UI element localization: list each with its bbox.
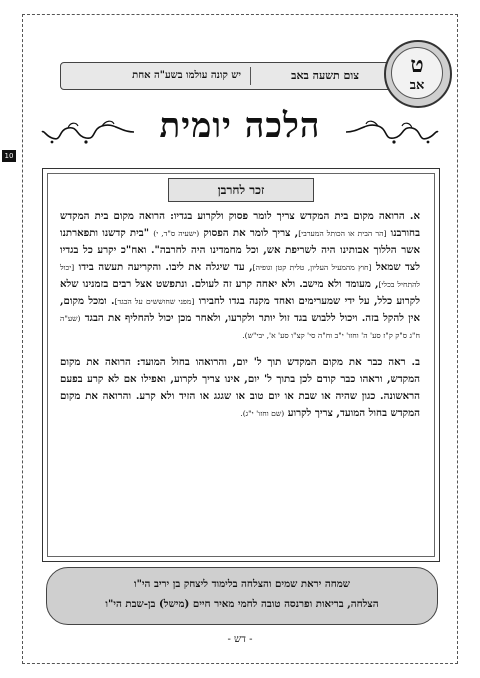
paragraph-a-heading: א. הרואה מקום בית המקדש צריך לומר פסוק ולקרוע בגדיו: <box>170 210 420 222</box>
paragraph-a-text: , עד שיגלה את ליבו. והקריעה תעשה בידו <box>78 261 253 273</box>
cut-line-left <box>22 14 23 664</box>
source-note: [חוץ מהמעיל העליון, טלית קטן וגופיה] <box>252 263 372 272</box>
title-area <box>40 100 440 164</box>
paragraph-a-text: הרואה מקום בית המקדש בחורבנו <box>60 210 420 239</box>
cut-line-right <box>457 14 458 664</box>
source-note: [הר הבית או הכותל המערבי] <box>298 229 387 238</box>
paragraph-b-heading: ב. ראה כבר את מקום המקדש תוך ל' יום, והרואהו בחול המועד: <box>136 356 420 368</box>
source-note: (שם וחזו' י"ג). <box>240 409 285 418</box>
page-tab: 10 <box>2 150 16 162</box>
saying-label: יש קונה עולמו בשע"ה אחת <box>132 70 241 81</box>
paragraph-a-text: "בית קדשנו ותפארתנו אשר הללוך אבותינו היה לשריפת אש, וכל מחמדינו היה לחרבה". ואח"כ יקרע כל בגדיו לצד שמאל <box>60 227 421 273</box>
paragraph-b-text: הרואה את מקום המקדש, וראהו כבר קודם לכן בתוך ל' יום, אינו צריך לקרוע, ואפילו אם לא קרע בפעם הראשונה. כגון שהיה או שבת או יום טוב או שגגג או הזיד ולא קרע. והרואה את מקום המקדש בחול המועד, צריך לקרוע <box>60 356 420 419</box>
dedication-band <box>46 567 438 625</box>
date-seal <box>384 40 452 108</box>
cut-line-top <box>22 14 458 15</box>
section-subtitle: זכר לחרבן <box>168 178 314 202</box>
cut-line-bottom <box>22 663 458 664</box>
paragraph-a <box>60 208 420 344</box>
page-title: הלכה יומית <box>159 106 321 146</box>
body-text <box>60 208 420 432</box>
paragraph-a-text: . ומכל מקום, אין להקל בזה. ויכול ללבוש בגד זול יותר ולקרעו, ולאחר מכן יכול להחליף את הבגד <box>60 295 421 324</box>
dedication-line-1: שמחה יראת שמים והצלחה בלימוד ליצחק בן יריב הי"ו <box>133 578 351 590</box>
date-seal-inner <box>391 47 443 99</box>
dedication-line-2: הצלחה, בריאות ופרנסה טובה לחמי מאיר חיים (מישל) בן-שבת הי"ו <box>105 598 379 610</box>
source-note: [מפני שחוששים על הבגד] <box>114 297 195 306</box>
paragraph-a-text: , צריך לומר את הפסוק <box>203 227 299 239</box>
source-note: [יכול להתחיל בכלי] <box>60 263 420 289</box>
source-note: (שע"ה ח"ג ס"ק ק"ז סע' ה' וחזו' י"ב וח"ה סי' קצ"ו סע' א', יבי"ש). <box>60 314 420 340</box>
seal-day-letter: ט <box>410 52 424 78</box>
header-divider <box>250 67 251 85</box>
paragraph-a-text: , מעומד ולא מישב. ולא יאחה קרע זה לעולם. ונתפשט אצל רבים בזמנינו שלא לקרוע כלל, על ידי שמערימים ואחד מקנה בגדו לחבירו <box>60 278 420 307</box>
fast-label: צום תשעה באב <box>291 69 359 82</box>
flourish-right-icon <box>344 118 440 146</box>
paragraph-b <box>60 354 420 422</box>
source-note: (ישעיה ס"ד, י) <box>153 229 200 238</box>
header-band <box>60 62 424 90</box>
page-number: - דש - <box>227 634 253 645</box>
seal-month: אב <box>409 78 425 93</box>
